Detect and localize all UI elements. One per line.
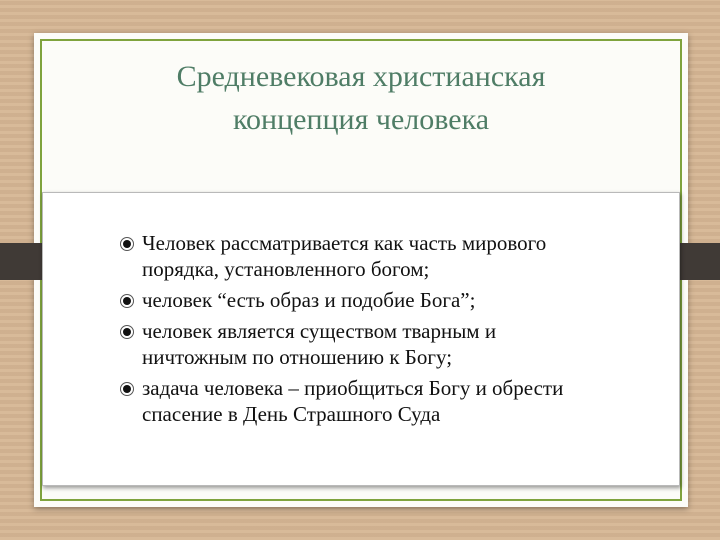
bullet-icon	[123, 240, 131, 248]
bullet-text-line: спасение в День Страшного Суда	[142, 402, 441, 426]
title-line-2: концепция человека	[232, 103, 490, 136]
bullet-item	[121, 318, 661, 370]
bullet-text-line: ничтожным по отношению к Богу;	[142, 345, 453, 369]
bullet-icon	[123, 297, 131, 305]
bullet-text-line: человек является существом тварным и	[142, 319, 497, 343]
bullet-list	[121, 230, 661, 432]
bullet-text-line: порядка, установленного богом;	[142, 257, 430, 281]
title-line-1: Средневековая христианская	[176, 60, 546, 93]
bullet-text-line: человек “есть образ и подобие Бога”;	[142, 288, 476, 312]
bullet-icon	[123, 328, 131, 336]
bullet-item	[121, 230, 661, 282]
slide-title	[34, 55, 688, 141]
bullet-item	[121, 375, 661, 427]
bullet-text-line: задача человека – приобщиться Богу и обрести	[142, 376, 564, 400]
bullet-icon	[123, 385, 131, 393]
content-box	[42, 192, 680, 486]
bullet-text-line: Человек рассматривается как часть мирового	[142, 231, 547, 255]
bullet-item	[121, 287, 661, 313]
